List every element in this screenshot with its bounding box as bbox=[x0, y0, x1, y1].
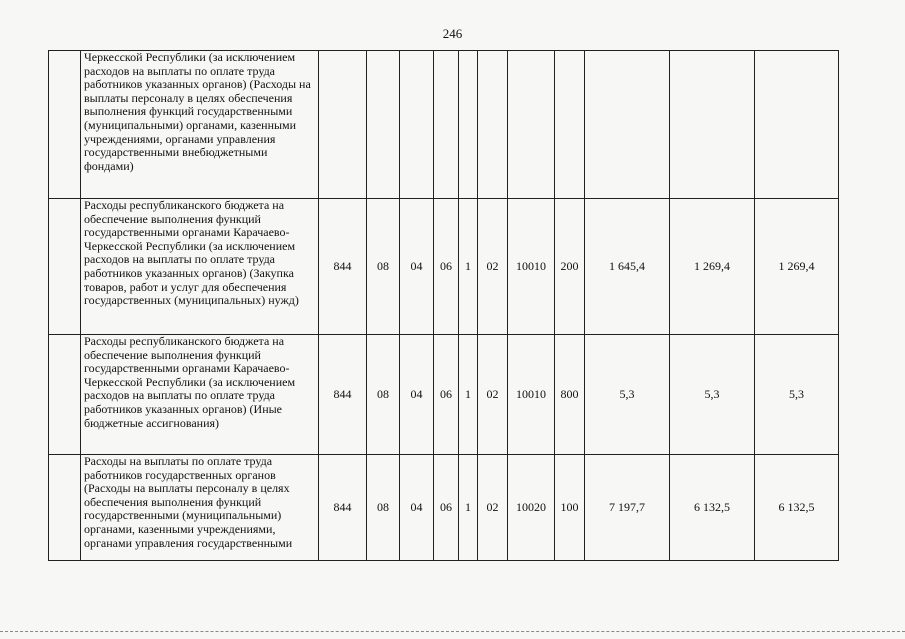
row-index-cell bbox=[49, 199, 81, 335]
table-row bbox=[49, 455, 839, 561]
amount-year-1 bbox=[585, 51, 670, 199]
row-description: Черкесской Республики (за исключением расходов на выплаты по оплате труда работников указанных органов) (Расходы на выплаты персоналу в целях обеспечения выполнения функций государственными (муниципальными) органами, казенными учреждениями, органами управления государственными внебюджетными фондами) bbox=[81, 51, 319, 199]
amount-year-3: 1 269,4 bbox=[755, 199, 839, 335]
code-subsection: 04 bbox=[400, 199, 434, 335]
amount-year-3: 6 132,5 bbox=[755, 455, 839, 561]
code-section: 08 bbox=[367, 199, 400, 335]
code-program: 06 bbox=[434, 455, 459, 561]
code-expense-type: 800 bbox=[555, 335, 585, 455]
amount-year-2: 5,3 bbox=[670, 335, 755, 455]
code-event: 02 bbox=[478, 199, 508, 335]
code-section bbox=[367, 51, 400, 199]
row-description: Расходы республиканского бюджета на обеспечение выполнения функций государственными органами Карачаево-Черкесской Республики (за исключением расходов на выплаты по оплате труда работников указанных органов) (Иные бюджетные ассигнования) bbox=[81, 335, 319, 455]
code-section: 08 bbox=[367, 335, 400, 455]
code-ministry: 844 bbox=[319, 335, 367, 455]
row-index-cell bbox=[49, 51, 81, 199]
code-subprogram bbox=[459, 51, 478, 199]
code-direction: 10010 bbox=[508, 199, 555, 335]
amount-year-2: 6 132,5 bbox=[670, 455, 755, 561]
code-subsection: 04 bbox=[400, 455, 434, 561]
amount-year-2: 1 269,4 bbox=[670, 199, 755, 335]
table-row bbox=[49, 51, 839, 199]
code-program bbox=[434, 51, 459, 199]
row-index-cell bbox=[49, 335, 81, 455]
code-section: 08 bbox=[367, 455, 400, 561]
code-direction: 10020 bbox=[508, 455, 555, 561]
code-subsection: 04 bbox=[400, 335, 434, 455]
code-subsection bbox=[400, 51, 434, 199]
code-expense-type: 100 bbox=[555, 455, 585, 561]
code-ministry: 844 bbox=[319, 455, 367, 561]
code-expense-type: 200 bbox=[555, 199, 585, 335]
table-row bbox=[49, 199, 839, 335]
code-event: 02 bbox=[478, 335, 508, 455]
amount-year-3 bbox=[755, 51, 839, 199]
code-program: 06 bbox=[434, 335, 459, 455]
code-ministry bbox=[319, 51, 367, 199]
code-subprogram: 1 bbox=[459, 199, 478, 335]
code-subprogram: 1 bbox=[459, 335, 478, 455]
amount-year-1: 7 197,7 bbox=[585, 455, 670, 561]
amount-year-1: 5,3 bbox=[585, 335, 670, 455]
budget-table bbox=[48, 50, 839, 561]
code-subprogram: 1 bbox=[459, 455, 478, 561]
code-event bbox=[478, 51, 508, 199]
row-index-cell bbox=[49, 455, 81, 561]
scan-edge-divider bbox=[0, 631, 905, 632]
row-description: Расходы на выплаты по оплате труда работников государственных органов (Расходы на выплаты персоналу в целях обеспечения выполнения функций государственными (муниципальными) органами, казенными учреждениями, органами управления государственными bbox=[81, 455, 319, 561]
code-direction bbox=[508, 51, 555, 199]
page-number: 246 bbox=[442, 26, 463, 41]
code-direction: 10010 bbox=[508, 335, 555, 455]
code-event: 02 bbox=[478, 455, 508, 561]
amount-year-2 bbox=[670, 51, 755, 199]
code-program: 06 bbox=[434, 199, 459, 335]
amount-year-1: 1 645,4 bbox=[585, 199, 670, 335]
table-row bbox=[49, 335, 839, 455]
code-expense-type bbox=[555, 51, 585, 199]
amount-year-3: 5,3 bbox=[755, 335, 839, 455]
code-ministry: 844 bbox=[319, 199, 367, 335]
row-description: Расходы республиканского бюджета на обеспечение выполнения функций государственными органами Карачаево-Черкесской Республики (за исключением расходов на выплаты по оплате труда работников указанных органов) (Закупка товаров, работ и услуг для обеспечения государственных (муниципальных) нужд) bbox=[81, 199, 319, 335]
